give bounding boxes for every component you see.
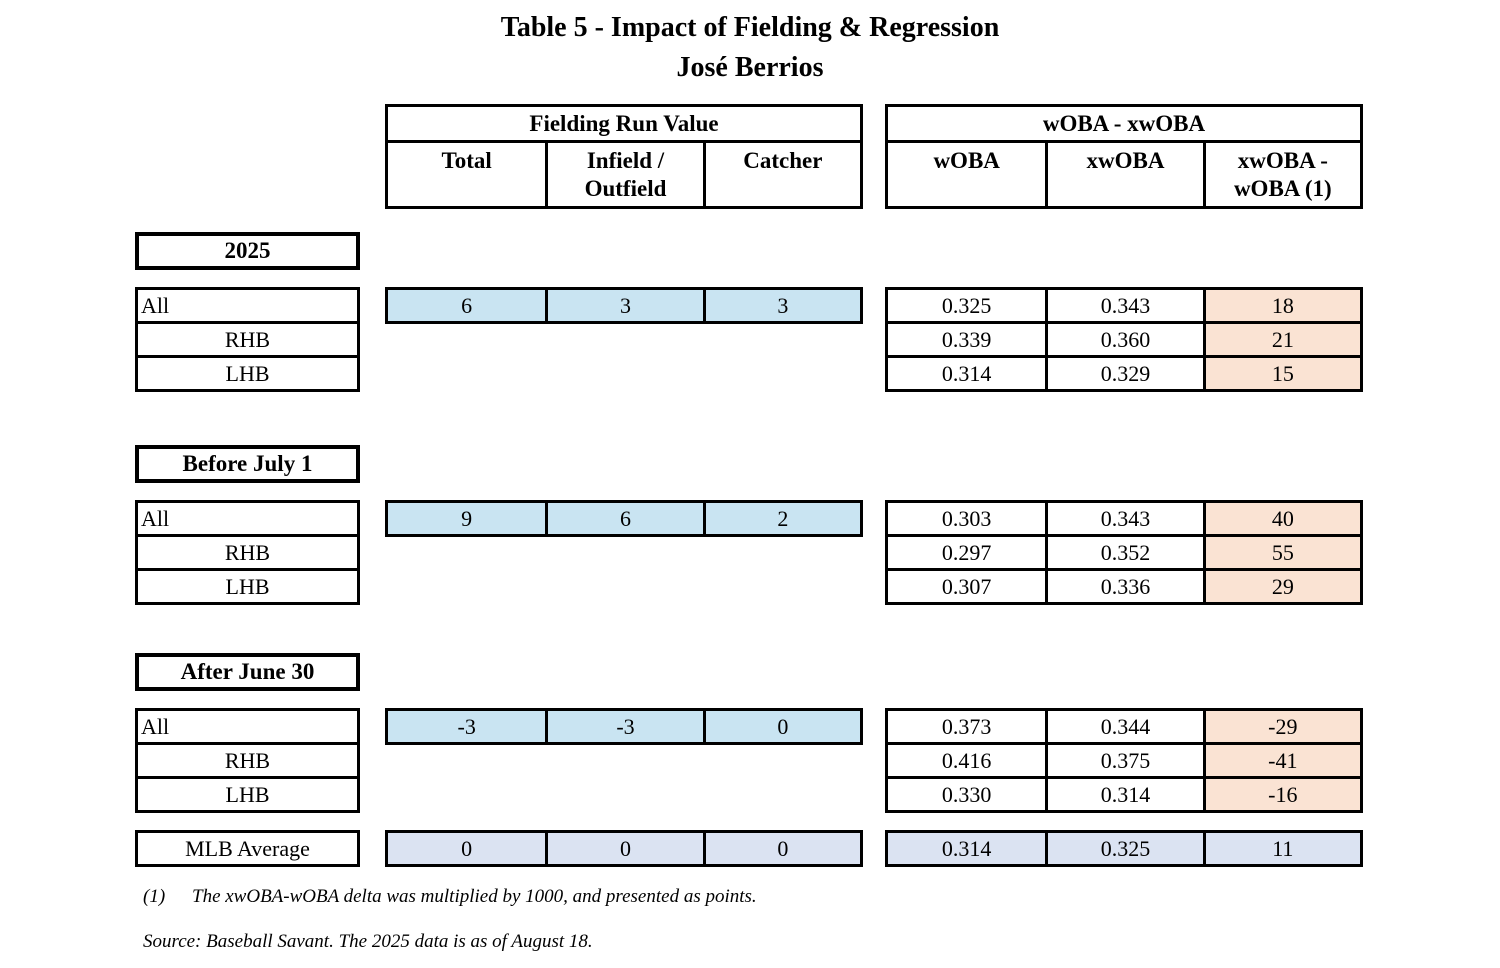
row-labels-2025: [135, 287, 360, 392]
page-title: Table 5 - Impact of Fielding & Regression: [500, 12, 1000, 43]
woba-table-header: [885, 104, 1363, 209]
table-row: [888, 355, 1360, 389]
footnote-1: [143, 886, 757, 908]
woba-values-mlb-average: [885, 830, 1363, 867]
table-cell-infield-outfield: 3: [545, 290, 702, 321]
table-cell-woba: 0.325: [941, 293, 992, 318]
col-header-infield-outfield: Infield / Outfield: [545, 143, 702, 206]
woba-values-before-july-1: [885, 500, 1363, 605]
row-label-lhb: LHB: [138, 568, 357, 602]
table-cell-xwoba: 0.343: [1045, 503, 1202, 534]
table-cell-delta: 11: [1203, 833, 1360, 864]
row-label-mlb-average: MLB Average: [185, 836, 310, 861]
table-cell-delta: 40: [1203, 503, 1360, 534]
table-cell-delta: -41: [1203, 745, 1360, 776]
row-labels-after-june-30: [135, 708, 360, 813]
row-label-lhb: LHB: [138, 776, 357, 810]
col-header-total: Total: [441, 148, 492, 173]
table-cell-woba: 0.297: [941, 540, 992, 565]
table-cell-infield-outfield: 0: [545, 833, 702, 864]
table-cell-woba: 0.330: [941, 782, 992, 807]
table-row: [888, 711, 1360, 742]
table-cell-delta: -29: [1203, 711, 1360, 742]
woba-values-2025: [885, 287, 1363, 392]
col-header-catcher: Catcher: [703, 143, 860, 206]
mlb-average-label-box: [135, 830, 360, 867]
table-row: [888, 534, 1360, 568]
table-cell-catcher: 0: [703, 833, 860, 864]
footnote-1-text: The xwOBA-wOBA delta was multiplied by 1000, and presented as points.: [192, 886, 757, 907]
fielding-values-mlb-average: [385, 830, 863, 867]
table-cell-infield-outfield: -3: [545, 711, 702, 742]
footnote-1-marker: (1): [143, 886, 166, 907]
source-line: Source: Baseball Savant. The 2025 data is as of August 18.: [143, 931, 593, 952]
table-row: [888, 321, 1360, 355]
col-header-xwoba: xwOBA: [1045, 143, 1202, 206]
table-cell-xwoba: 0.352: [1045, 537, 1202, 568]
table-row: [888, 568, 1360, 602]
table-cell-catcher: 2: [703, 503, 860, 534]
row-labels-before-july-1: [135, 500, 360, 605]
table-cell-delta: 21: [1203, 324, 1360, 355]
table-row: [888, 776, 1360, 810]
table-cell-woba: 0.314: [888, 833, 1045, 864]
woba-group-header: wOBA - xwOBA: [888, 107, 1360, 143]
page-subtitle: José Berrios: [676, 52, 824, 83]
fielding-table-header: [385, 104, 863, 209]
section-header-after-june-30: After June 30: [135, 653, 360, 691]
row-label-all: All: [141, 293, 170, 318]
table-cell-woba: 0.416: [941, 748, 992, 773]
row-label-rhb: RHB: [138, 742, 357, 776]
table-cell-woba: 0.314: [941, 361, 992, 386]
table-row: [888, 290, 1360, 321]
woba-values-after-june-30: [885, 708, 1363, 813]
table-cell-catcher: 0: [703, 711, 860, 742]
table-cell-xwoba: 0.344: [1045, 711, 1202, 742]
fielding-column-headers: [388, 143, 860, 206]
fielding-values-after-june-30-all: [385, 708, 863, 745]
table-cell-xwoba: 0.325: [1045, 833, 1202, 864]
row-label-all: All: [141, 506, 170, 531]
section-header-2025: 2025: [135, 232, 360, 270]
table-row: [888, 503, 1360, 534]
woba-column-headers: [888, 143, 1360, 206]
table-row: [888, 742, 1360, 776]
table-cell-delta: -16: [1203, 779, 1360, 810]
table-cell-infield-outfield: 6: [545, 503, 702, 534]
table-cell-delta: 29: [1203, 571, 1360, 602]
col-header-woba: wOBA: [933, 148, 1000, 173]
table-cell-xwoba: 0.343: [1045, 290, 1202, 321]
table-cell-xwoba: 0.360: [1045, 324, 1202, 355]
row-label-rhb: RHB: [138, 321, 357, 355]
table-cell-xwoba: 0.329: [1045, 358, 1202, 389]
section-header-before-july-1: Before July 1: [135, 445, 360, 483]
fielding-group-header: Fielding Run Value: [388, 107, 860, 143]
table-cell-delta: 55: [1203, 537, 1360, 568]
table-cell-catcher: 3: [703, 290, 860, 321]
row-label-all: All: [141, 714, 170, 739]
table-cell-woba: 0.303: [941, 506, 992, 531]
table-cell-total: 6: [388, 290, 545, 321]
table-cell-total: 0: [388, 833, 545, 864]
table-cell-xwoba: 0.314: [1045, 779, 1202, 810]
table-cell-total: -3: [388, 711, 545, 742]
fielding-values-2025-all: [385, 287, 863, 324]
table-cell-woba: 0.373: [941, 714, 992, 739]
table-cell-total: 9: [388, 503, 545, 534]
table-cell-delta: 18: [1203, 290, 1360, 321]
table-cell-woba: 0.307: [941, 574, 992, 599]
row-label-rhb: RHB: [138, 534, 357, 568]
col-header-xwoba-minus-woba: xwOBA - wOBA (1): [1203, 143, 1360, 206]
table-cell-woba: 0.339: [941, 327, 992, 352]
table-cell-xwoba: 0.375: [1045, 745, 1202, 776]
row-label-lhb: LHB: [138, 355, 357, 389]
table-cell-xwoba: 0.336: [1045, 571, 1202, 602]
table-cell-delta: 15: [1203, 358, 1360, 389]
fielding-values-before-july-1-all: [385, 500, 863, 537]
